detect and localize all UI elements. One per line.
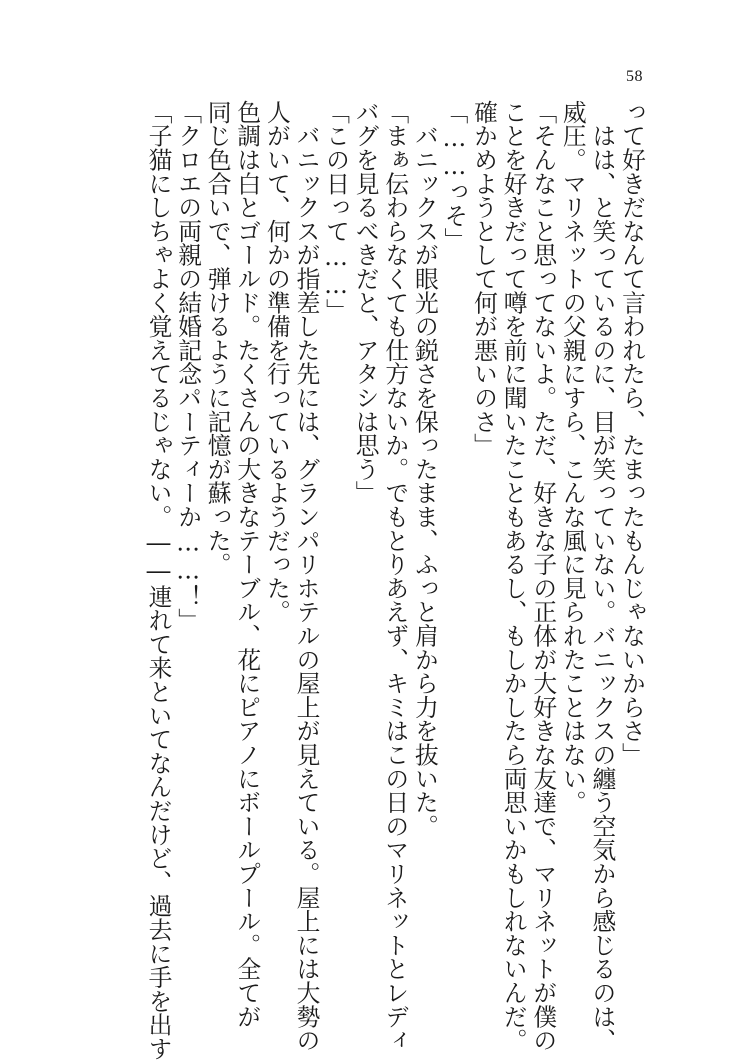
text-line: 色調は白とゴールド。たくさんの大きなテーブル、花にピアノにボールプール。全てが	[233, 100, 262, 1029]
text-line: 「そんなこと思ってないよ。ただ、好きな子の正体が大好きな友達で、マリネットが僕の	[529, 100, 558, 1052]
text-line: って好きだなんて言われたら、たまったもんじゃないからさ」	[618, 100, 646, 767]
page-number: 58	[626, 68, 643, 85]
text-line: バニックスが指差した先には、グランパリホテルの屋上が見えている。屋上には大勢の	[292, 100, 321, 1052]
text-line: バニックスが眼光の鋭さを保ったまま、ふっと肩から力を抜いた。	[410, 100, 439, 838]
text-line: 「……っそ」	[440, 100, 469, 252]
novel-body-text	[126, 100, 646, 1060]
text-line: 「この日って……」	[322, 100, 351, 323]
text-line: 同じ色合いで、弾けるように記憶が蘇った。	[203, 100, 232, 576]
text-line: はは、と笑っているのに、目が笑っていない。バニックスの纏う空気から感じるのは、	[588, 100, 617, 1052]
text-line: 人がいて、何かの準備を行っているようだった。	[262, 100, 291, 624]
text-line: バグを見るべきだと、アタシは思う」	[351, 100, 380, 505]
text-line: 「子猫にしちゃよく覚えてるじゃない。――連れて来といてなんだけど、過去に手を出す	[144, 100, 173, 1060]
text-line: 威圧。マリネットの父親にすら、こんな風に見られたことはない。	[558, 100, 587, 814]
text-line: ことを好きだって噂を前に聞いたこともあるし、もしかしたら両思いかもしれないんだ。	[499, 100, 528, 1052]
text-line: 「まぁ伝わらなくても仕方ないか。でもとりあえず、キミはこの日のマリネットとレディ	[381, 100, 410, 1052]
text-line: 「クロエの両親の結婚記念パーティーか……！」	[174, 100, 203, 632]
text-line: 確かめようとして何が悪いのさ」	[470, 100, 499, 457]
